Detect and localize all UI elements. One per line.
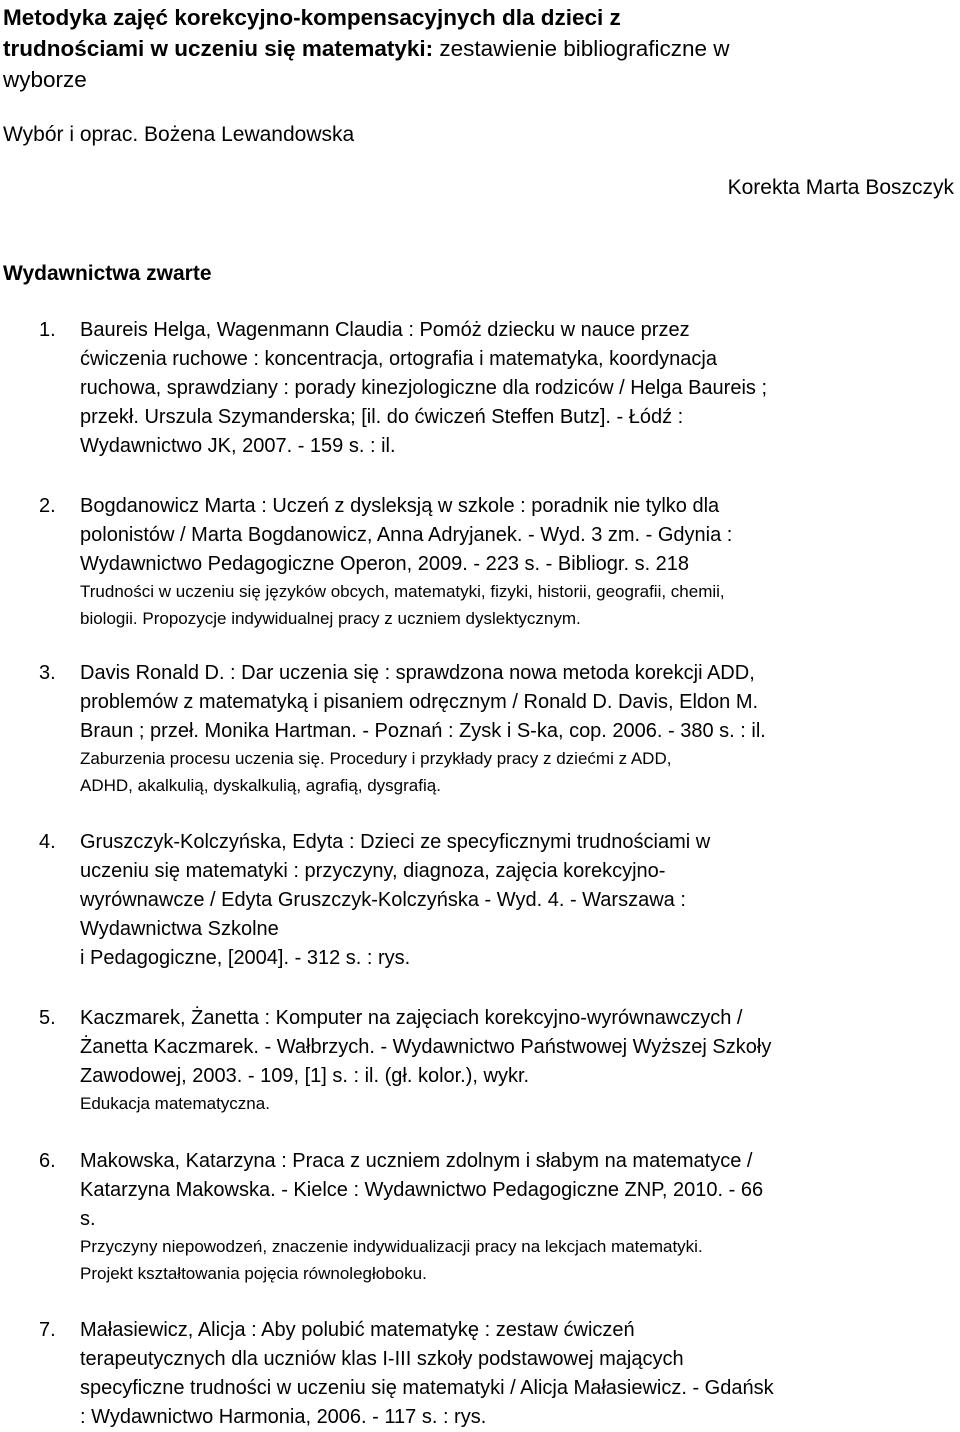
entry-reference [80, 316, 958, 461]
section-heading: Wydawnictwa zwarte [3, 262, 212, 285]
entry-number: 4. [39, 831, 56, 853]
reference-line: Wydawnictwa Szkolne [80, 918, 279, 940]
entry-description [80, 1091, 958, 1118]
reference-line: Makowska, Katarzyna : Praca z uczniem zdolnym i słabym na matematyce / [80, 1150, 753, 1172]
reference-line: Wydawnictwo Pedagogiczne Operon, 2009. - 223 s. - Bibliogr. s. 218 [80, 553, 690, 575]
description-line: Przyczyny niepowodzeń, znaczenie indywidualizacji pracy na lekcjach matematyki. [80, 1237, 703, 1256]
entry-number: 2. [39, 495, 56, 517]
reference-line: Gruszczyk-Kolczyńska, Edyta : Dzieci ze specyficznymi trudnościami w [80, 831, 711, 853]
title-line-3: wyborze [3, 67, 87, 92]
description-line: Projekt kształtowania pojęcia równoległoboku. [80, 1263, 427, 1283]
reference-line: specyficzne trudności w uczeniu się matematyki / Alicja Małasiewicz. - Gdańsk [80, 1377, 774, 1399]
reference-line: i Pedagogiczne, [2004]. - 312 s. : rys. [80, 947, 411, 969]
reference-line: Braun ; przeł. Monika Hartman. - Poznań : Zysk i S-ka, cop. 2006. - 380 s. : il. [80, 720, 766, 742]
entry-reference [80, 1316, 958, 1432]
reference-line: ćwiczenia ruchowe : koncentracja, ortografia i matematyka, koordynacja [80, 348, 717, 370]
entry-reference [80, 1147, 958, 1234]
reference-line: Davis Ronald D. : Dar uczenia się : sprawdzona nowa metoda korekcji ADD, [80, 662, 755, 684]
title-line-1: Metodyka zajęć korekcyjno-kompensacyjnych dla dzieci z [3, 5, 621, 30]
entry-description [80, 1234, 958, 1287]
entry-reference [80, 659, 958, 746]
reference-line: Bogdanowicz Marta : Uczeń z dysleksją w szkole : poradnik nie tylko dla [80, 495, 720, 517]
entry-number: 5. [39, 1007, 56, 1029]
reference-line: przekł. Urszula Szymanderska; [il. do ćwiczeń Steffen Butz]. - Łódź : [80, 406, 684, 428]
reference-line: s. [80, 1208, 96, 1230]
description-line: Zaburzenia procesu uczenia się. Procedury i przykłady pracy z dziećmi z ADD, [80, 749, 672, 768]
description-line: Edukacja matematyczna. [80, 1094, 270, 1113]
entry-description [80, 746, 958, 799]
title-line-2-bold: trudnościami w uczeniu się matematyki: [3, 36, 434, 61]
reference-line: uczeniu się matematyki : przyczyny, diagnoza, zajęcia korekcyjno- [80, 860, 666, 882]
description-line: biologii. Propozycje indywidualnej pracy z uczniem dyslektycznym. [80, 608, 581, 628]
entry-reference [80, 1004, 958, 1091]
description-line: Trudności w uczeniu się języków obcych, matematyki, fizyki, historii, geografii, chemii, [80, 582, 725, 601]
entry-number: 7. [39, 1319, 56, 1341]
correction-credit: Korekta Marta Boszczyk [727, 176, 954, 199]
reference-line: ruchowa, sprawdziany : porady kinezjologiczne dla rodziców / Helga Baureis ; [80, 377, 768, 399]
reference-line: terapeutycznych dla uczniów klas I-III szkoły podstawowej mających [80, 1348, 684, 1370]
description-line: ADHD, akalkulią, dyskalkulią, agrafią, dysgrafią. [80, 775, 441, 795]
reference-line: Baureis Helga, Wagenmann Claudia : Pomóż dziecku w nauce przez [80, 319, 690, 341]
entry-number: 3. [39, 662, 56, 684]
entry-reference [80, 492, 958, 579]
reference-line: Małasiewicz, Alicja : Aby polubić matematykę : zestaw ćwiczeń [80, 1319, 635, 1341]
reference-line: : Wydawnictwo Harmonia, 2006. - 117 s. : rys. [80, 1406, 487, 1428]
compiler-credit: Wybór i oprac. Bożena Lewandowska [3, 123, 355, 146]
document-title [3, 2, 955, 95]
entry-number: 1. [39, 319, 56, 341]
reference-line: Żanetta Kaczmarek. - Wałbrzych. - Wydawnictwo Państwowej Wyższej Szkoły [80, 1036, 772, 1058]
reference-line: Kaczmarek, Żanetta : Komputer na zajęciach korekcyjno-wyrównawczych / [80, 1007, 743, 1029]
reference-line: Katarzyna Makowska. - Kielce : Wydawnictwo Pedagogiczne ZNP, 2010. - 66 [80, 1179, 764, 1201]
reference-line: Zawodowej, 2003. - 109, [1] s. : il. (gł. kolor.), wykr. [80, 1065, 530, 1087]
reference-line: problemów z matematyką i pisaniem odręcznym / Ronald D. Davis, Eldon M. [80, 691, 759, 713]
entry-number: 6. [39, 1150, 56, 1172]
reference-line: polonistów / Marta Bogdanowicz, Anna Adryjanek. - Wyd. 3 zm. - Gdynia : [80, 524, 733, 546]
reference-line: wyrównawcze / Edyta Gruszczyk-Kolczyńska - Wyd. 4. - Warszawa : [80, 889, 686, 911]
reference-line: Wydawnictwo JK, 2007. - 159 s. : il. [80, 435, 396, 457]
entry-description [80, 579, 958, 632]
entry-reference [80, 828, 958, 973]
title-line-2-rest: zestawienie bibliograficzne w [433, 36, 730, 61]
